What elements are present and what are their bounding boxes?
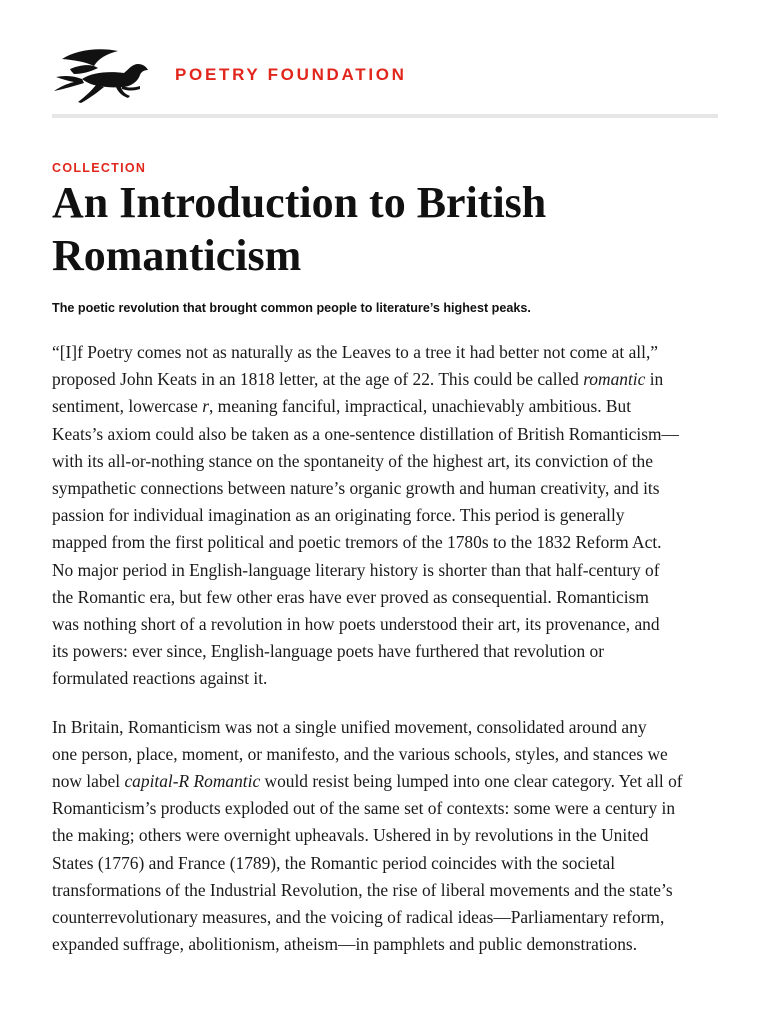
body-line	[52, 584, 722, 611]
title-line: An Introduction to British	[52, 178, 547, 227]
text-run: transformations of the Industrial Revolution, the rise of liberal movements and the state’s	[52, 879, 673, 900]
text-run: In Britain, Romanticism was not a single unified movement, consolidated around any	[52, 716, 647, 737]
italic-phrase: romantic	[583, 369, 646, 390]
text-run: formulated reactions against it.	[52, 668, 268, 689]
text-run: proposed John Keats in an 1818 letter, at the age of 22. This could be called	[52, 369, 584, 390]
site-header	[52, 44, 718, 104]
body-line	[52, 393, 722, 420]
body-line	[52, 502, 722, 529]
body-line	[52, 366, 722, 393]
article-body	[52, 339, 722, 979]
text-run: “[I]f Poetry comes not as naturally as the Leaves to a tree it had better not come at all,”	[52, 342, 659, 362]
body-line	[52, 638, 722, 665]
text-run: expanded suffrage, abolitionism, atheism—in pamphlets and public demonstrations.	[52, 934, 638, 955]
text-run: counterrevolutionary measures, and the voicing of radical ideas—Parliamentary reform,	[52, 907, 665, 928]
body-line	[52, 421, 722, 448]
body-line	[52, 850, 722, 877]
text-run: was nothing short of a revolution in how poets understood their art, its provenance, and	[52, 614, 660, 635]
text-run: would resist being lumped into one clear category. Yet all of	[260, 771, 683, 792]
body-line	[52, 611, 722, 638]
text-run: Keats’s axiom could also be taken as a one-sentence distillation of British Romanticism—	[52, 423, 679, 444]
body-paragraph	[52, 714, 722, 959]
text-run: passion for individual imagination as an originating force. This period is generally	[52, 505, 625, 526]
body-line	[52, 665, 722, 692]
text-run: in	[645, 369, 664, 390]
text-run: now label	[52, 771, 125, 792]
body-line	[52, 795, 722, 822]
body-line	[52, 557, 722, 584]
article-deck: The poetic revolution that brought common people to literature’s highest peaks.	[52, 301, 531, 315]
body-line	[52, 475, 722, 502]
article-title	[52, 176, 732, 282]
brand-name[interactable]: POETRY FOUNDATION	[175, 65, 407, 84]
text-run: , meaning fanciful, impractical, unachievably ambitious. But	[208, 396, 632, 417]
text-run: Romanticism’s products exploded out of the same set of contexts: some were a century in	[52, 798, 676, 819]
body-line	[52, 904, 722, 931]
text-run: mapped from the first political and poetic tremors of the 1780s to the 1832 Reform Act.	[52, 532, 662, 553]
body-line	[52, 877, 722, 904]
text-run: the Romantic era, but few other eras have ever proved as consequential. Romanticism	[52, 586, 649, 607]
body-line	[52, 448, 722, 475]
body-line	[52, 931, 722, 958]
header-divider	[52, 114, 718, 118]
text-run: sentiment, lowercase	[52, 396, 203, 417]
text-run: the making; others were overnight upheavals. Ushered in by revolutions in the United	[52, 825, 649, 846]
body-line	[52, 529, 722, 556]
italic-phrase: r	[202, 396, 209, 417]
text-run: with its all-or-nothing stance on the spontaneity of the highest art, its conviction of the	[52, 450, 653, 471]
text-run: sympathetic connections between nature’s organic growth and human creativity, and its	[52, 478, 660, 499]
body-line	[52, 339, 722, 366]
italic-phrase: capital-R Romantic	[124, 771, 261, 792]
section-eyebrow[interactable]: COLLECTION	[52, 161, 147, 175]
body-line	[52, 822, 722, 849]
body-line	[52, 714, 722, 741]
text-run: one person, place, moment, or manifesto, and the various schools, styles, and stances we	[52, 743, 668, 764]
body-line	[52, 768, 722, 795]
title-line: Romanticism	[52, 231, 302, 280]
text-run: No major period in English-language literary history is shorter than that half-century of	[52, 559, 660, 580]
body-paragraph	[52, 339, 722, 693]
text-run: States (1776) and France (1789), the Romantic period coincides with the societal	[52, 852, 616, 873]
body-line	[52, 741, 722, 768]
text-run: its powers: ever since, English-language poets have furthered that revolution or	[52, 641, 604, 662]
pegasus-icon[interactable]	[52, 46, 150, 104]
